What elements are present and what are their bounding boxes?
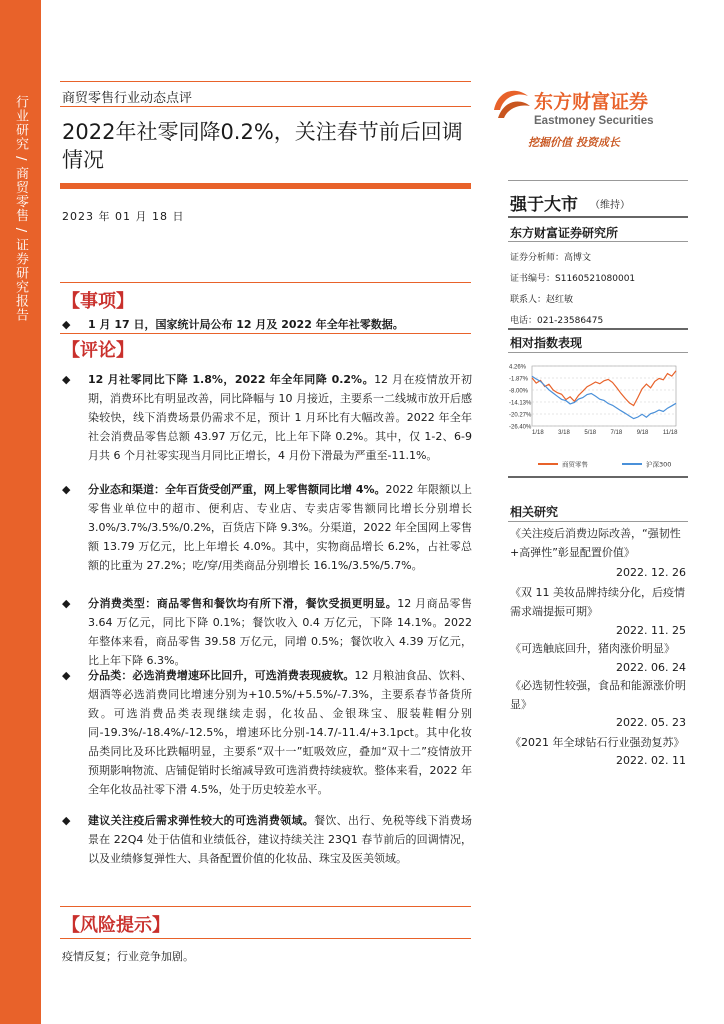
relative-index-chart [508, 358, 688, 473]
chart-heading-rule [508, 352, 688, 353]
comment-paragraph [88, 370, 472, 465]
chart-top-rule [508, 328, 688, 330]
comment-paragraph [88, 811, 472, 868]
comment-body: 12 月在疫情放开初期，消费环比有明显改善，同比降幅与 10 月接近，主要系一二线城市放开后感染较快，线下消费场景仍需求不足，预计 1 月环比有大幅改善。2022 年全年社会消费品零售总额 43.97 万亿元，比上年下降 0.2%。其中，仅 1-2、6-9 月共 6 个月社零实现当月同比正增长，4 月份下滑最为严重至-11.1%。 [88, 373, 472, 462]
risk-text: 疫情反复；行业竞争加剧。 [62, 950, 194, 963]
logo-mark [494, 91, 530, 118]
related-heading-rule [508, 521, 688, 522]
chart-x-tick-label: 3/18 [558, 430, 570, 436]
institution-rule [508, 241, 688, 242]
comment-body: 12 月商品零售 3.64 万亿元，同比下降 0.1%；餐饮收入 0.4 万亿元，下降 14.1%。2022 年整体来看，商品零售 39.58 万亿元，同增 0.5%；餐饮收入 4.39 万亿元，比上年下降 6.3%。 [88, 597, 472, 667]
bullet-icon: ◆ [62, 318, 71, 331]
logo-name-cn: 东方财富证券 [534, 91, 649, 113]
comment-paragraph [88, 594, 472, 670]
report-title: 2022年社零同降0.2%，关注春节前后回调情况 [62, 120, 463, 172]
comment-lead: 分品类：必选消费增速环比回升，可选消费表现疲软。 [88, 669, 355, 682]
chart-y-tick-label: -26.40% [509, 424, 532, 431]
chart-y-tick-label: -8.00% [509, 388, 529, 395]
category-top-rule [60, 81, 471, 82]
bullet-icon: ◆ [62, 814, 71, 827]
chart-legend-label: 沪深300 [646, 460, 672, 469]
comment-body: 2022 年限额以上零售业单位中的超市、便利店、专业店、专卖店零售额同比增长分别增长 3.0%/3.7%/3.5%/0.2%，百货店下降 9.3%。分渠道，2022 年全国网上零售额 13.79 万亿元，比上年增长 4.0%。其中，实物商品增长 6.2%，占社零总额的比重为 27.2%；吃/穿/用类商品分别增长 16.1%/3.5%/5.7%。 [88, 483, 473, 572]
institution-name: 东方财富证券研究所 [510, 226, 619, 240]
chart-x-tick-label: 5/18 [584, 430, 597, 436]
report-category: 商贸零售行业动态点评 [62, 91, 193, 106]
chart-legend-label: 商贸零售 [562, 460, 588, 469]
related-report-title[interactable]: 《可选触底回升，猪肉涨价明显》 [510, 642, 675, 655]
related-report-title[interactable]: 《2021 年全球钻石行业强劲复苏》 [510, 736, 685, 749]
chart-y-tick-label: -20.27% [509, 412, 532, 419]
chart-y-tick-label: -1.87% [509, 376, 529, 383]
chart-y-tick-label: -14.13% [509, 400, 532, 407]
comment-lead: 分消费类型：商品零售和餐饮均有所下滑，餐饮受损更明显。 [88, 597, 398, 610]
comment-body: 12 月粮油食品、饮料、烟酒等必选消费同比增速分别为+10.5%/+5.5%/-7.3%，主要系春节备货所致。可选消费品类表现继续走弱，化妆品、金银珠宝、服装鞋帽分别同-19.3%/-18.4%/-12.5%，增速环比分别-14.7/-11.4/+3.1pct。其中化妆品类同比及环比跌幅明显，主要系“双十一”虹吸效应，叠加“双十二”疫情放开预期影响物流、店铺促销时长缩减导致可选消费持续疲软。整体来看，2022 年全年化妆品社零下滑 4.5%，处于历史较差水平。 [88, 669, 472, 796]
rating-top-rule [508, 180, 688, 181]
bullet-icon: ◆ [62, 597, 71, 610]
comment-paragraph [88, 480, 472, 575]
comment-body: 餐饮、出行、免税等线下消费场景在 22Q4 处于估值和业绩低谷，建议持续关注 23Q1 春节前后的回调情况，以及业绩修复弹性大、具备配置价值的化妆品、珠宝及医美领域。 [88, 814, 473, 865]
bullet-icon: ◆ [62, 669, 71, 682]
related-report-title[interactable]: 《双 11 美妆品牌持续分化，后疫情需求端提振可期》 [510, 586, 685, 618]
comment-lead: 建议关注疫后需求弹性较大的可选消费领域。 [88, 814, 315, 827]
comment-heading: 【评论】 [62, 340, 134, 361]
related-report-date: 2022. 06. 24 [616, 661, 686, 674]
side-bar-label: 行业研究 / 商贸零售 / 证券研究报告 [13, 95, 28, 323]
chart-x-tick-label: 1/18 [532, 430, 544, 436]
rating-label: 强于大市 [510, 195, 578, 215]
related-heading: 相关研究 [510, 505, 559, 519]
chart-bottom-rule [508, 476, 688, 478]
related-report-date: 2022. 12. 26 [616, 566, 686, 579]
chart-x-tick-label: 7/18 [610, 430, 623, 436]
phone-number: 电话：021-23586475 [510, 316, 604, 326]
bullet-icon: ◆ [62, 483, 71, 496]
chart-heading: 相对指数表现 [510, 336, 583, 350]
analyst-name: 证券分析师：高博文 [510, 253, 592, 263]
contact-person: 联系人：赵红敏 [510, 295, 574, 305]
related-report-date: 2022. 02. 11 [616, 754, 686, 767]
logo-name-en: Eastmoney Securities [534, 115, 654, 127]
comment-lead: 分业态和渠道：全年百货受创严重，网上零售额同比增 4%。 [88, 483, 386, 496]
related-report-title[interactable]: 《必选韧性较强，食品和能源涨价明显》 [510, 679, 686, 711]
risk-heading: 【风险提示】 [62, 915, 170, 936]
report-date: 2023 年 01 月 18 日 [62, 210, 185, 223]
rating-note: （维持） [590, 200, 630, 211]
chart-x-tick-label: 9/18 [636, 430, 649, 436]
risk-bottom-rule [60, 938, 471, 939]
comment-lead: 12 月社零同比下降 1.8%，2022 年全年同降 0.2%。 [88, 373, 375, 386]
bullet-icon: ◆ [62, 373, 71, 386]
side-bar [0, 0, 41, 1024]
eastmoney-logo [490, 84, 670, 128]
chart-plot-frame [532, 366, 676, 426]
event-top-rule [60, 282, 471, 283]
comment-top-rule [60, 333, 471, 334]
comment-paragraph [88, 666, 472, 799]
analyst-top-rule [508, 216, 688, 218]
category-bottom-rule [60, 106, 471, 107]
certificate-number: 证书编号：S1160521080001 [510, 274, 636, 284]
event-heading: 【事项】 [62, 291, 134, 312]
event-text: 1 月 17 日，国家统计局公布 12 月及 2022 年全年社零数据。 [88, 318, 404, 331]
related-report-date: 2022. 05. 23 [616, 716, 686, 729]
related-report-title[interactable]: 《关注疫后消费边际改善，“强韧性+高弹性”彰显配置价值》 [510, 527, 681, 559]
title-underline-bar [60, 183, 471, 189]
chart-y-tick-label: 4.26% [509, 364, 527, 371]
related-report-date: 2022. 11. 25 [616, 624, 686, 637]
risk-top-rule [60, 906, 471, 907]
slogan: 挖掘价值 投资成长 [528, 136, 620, 149]
chart-x-tick-label: 11/18 [662, 430, 678, 436]
